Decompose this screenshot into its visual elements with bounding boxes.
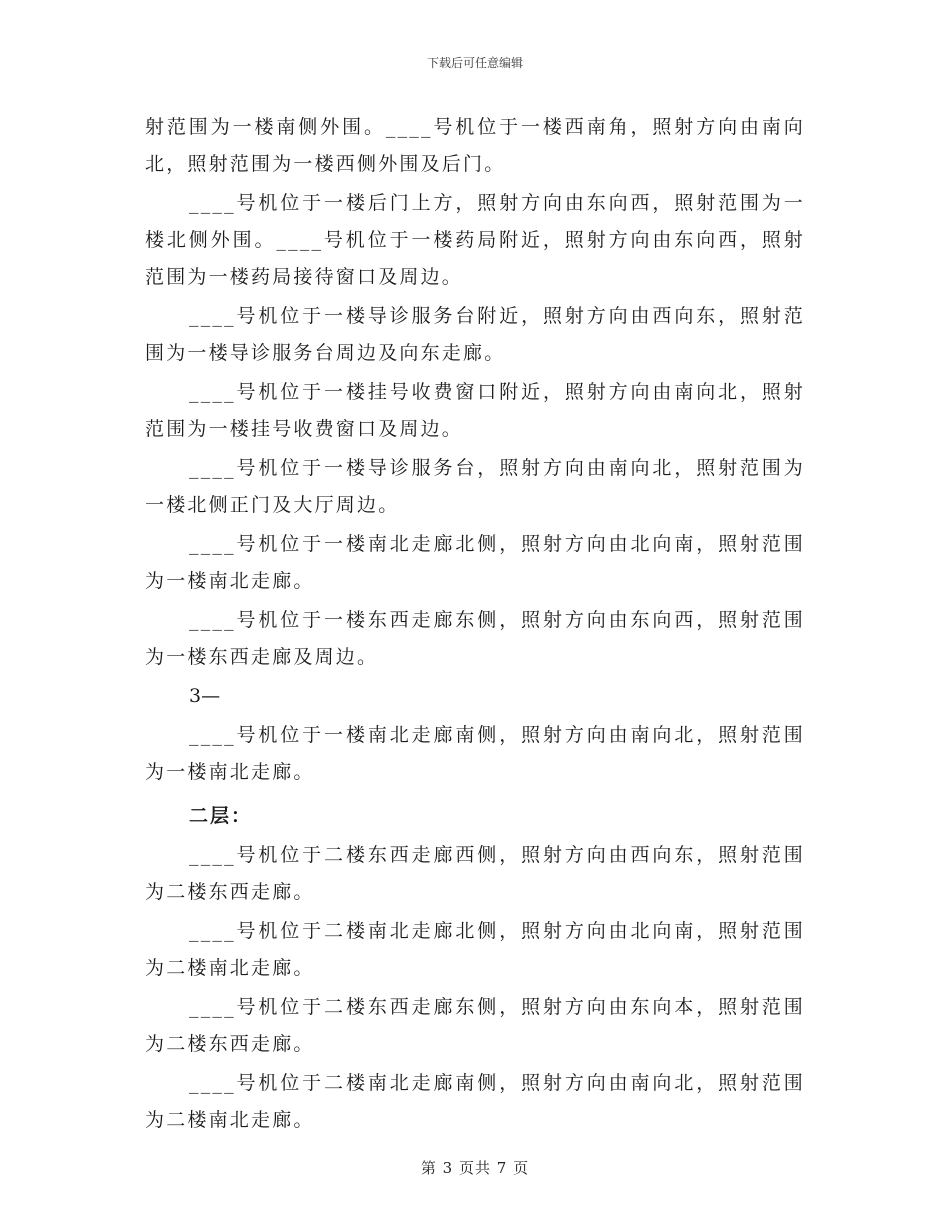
paragraph: ____号机位于一楼后门上方，照射方向由东向西，照射范围为一楼北侧外围。____号机位于一楼药局附近，照射方向由东向西，照射范围为一楼药局接待窗口及周边。: [145, 192, 805, 288]
paragraph: ____号机位于一楼南北走廊南侧，照射方向由南向北，照射范围为一楼南北走廊。: [145, 724, 805, 783]
page-footer: 第 3 页共 7 页: [420, 1159, 530, 1177]
paragraph: 射范围为一楼南侧外围。____号机位于一楼西南角，照射方向由南向北，照射范围为一楼西侧外围及后门。: [145, 116, 805, 175]
paragraph: ____号机位于一楼挂号收费窗口附近，照射方向由南向北，照射范围为一楼挂号收费窗口及周边。: [145, 381, 805, 440]
paragraph: ____号机位于一楼导诊服务台附近，照射方向由西向东，照射范围为一楼导诊服务台周边及向东走廊。: [145, 305, 805, 364]
section-heading: 二层：: [189, 805, 253, 827]
paragraph: ____号机位于一楼南北走廊北侧，照射方向由北向南，照射范围为一楼南北走廊。: [145, 533, 805, 592]
page-marker: 3—: [189, 685, 221, 707]
page-header: 下载后可任意编辑: [426, 56, 523, 70]
paragraph: ____号机位于二楼南北走廊北侧，照射方向由北向南，照射范围为二楼南北走廊。: [145, 920, 805, 979]
paragraph: ____号机位于二楼南北走廊南侧，照射方向由南向北，照射范围为二楼南北走廊。: [145, 1072, 805, 1131]
document-body: [145, 109, 805, 1141]
paragraph: ____号机位于二楼东西走廊西侧，照射方向由西向东，照射范围为二楼东西走廊。: [145, 844, 805, 903]
paragraph: ____号机位于一楼东西走廊东侧，照射方向由东向西，照射范围为一楼东西走廊及周边。: [145, 609, 805, 668]
paragraph: ____号机位于一楼导诊服务台，照射方向由南向北，照射范围为一楼北侧正门及大厅周边。: [145, 457, 805, 516]
paragraph: ____号机位于二楼东西走廊东侧，照射方向由东向本，照射范围为二楼东西走廊。: [145, 996, 805, 1055]
